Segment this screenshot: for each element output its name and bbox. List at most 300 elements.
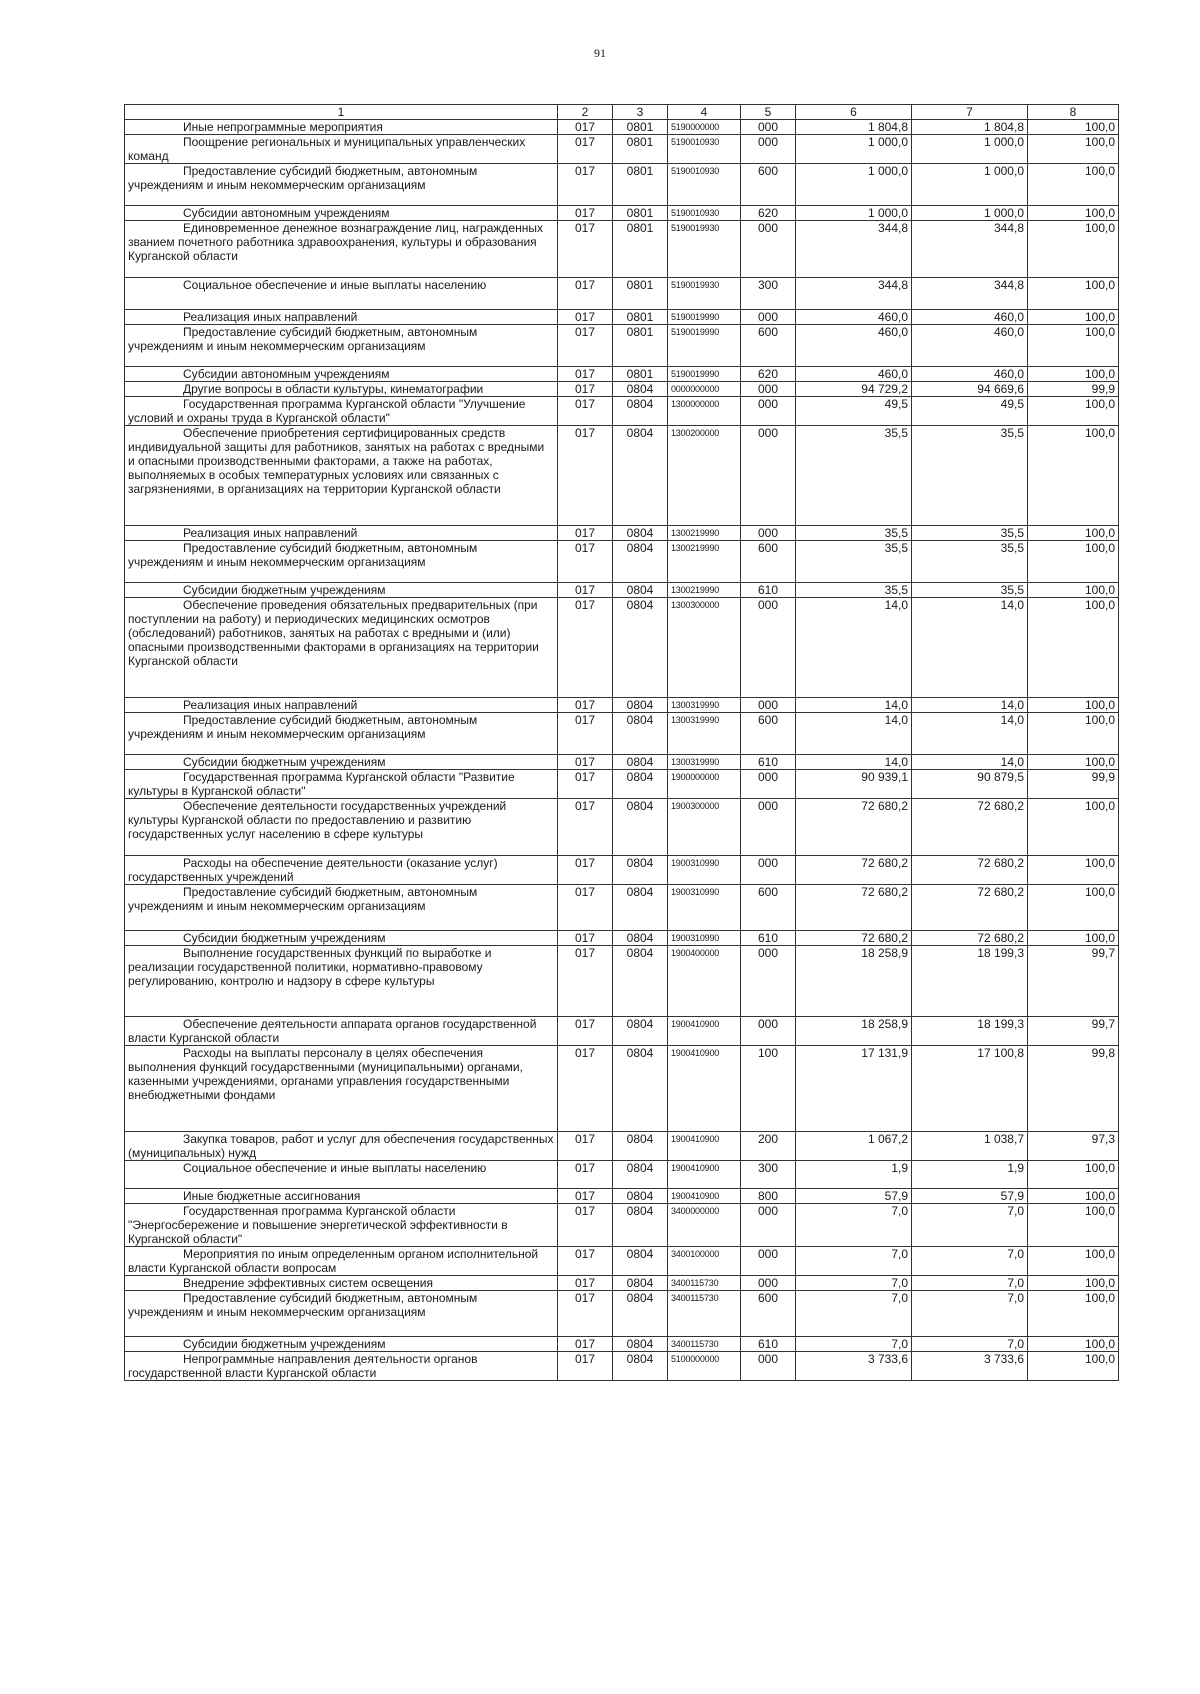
expense-type-code: 000 (741, 856, 796, 885)
section-code: 0804 (613, 946, 668, 1017)
executed-amount: 14,0 (912, 598, 1028, 698)
target-article-code: 1900000000 (668, 770, 741, 799)
expense-type-code: 600 (741, 164, 796, 206)
planned-amount: 344,8 (796, 278, 912, 310)
row-name: Предоставление субсидий бюджетным, автономным учреждениям и иным некоммерческим организациям (125, 164, 558, 206)
executed-amount: 35,5 (912, 526, 1028, 541)
planned-amount: 7,0 (796, 1337, 912, 1352)
execution-percent: 99,9 (1028, 770, 1119, 799)
target-article-code: 0000000000 (668, 382, 741, 397)
executed-amount: 35,5 (912, 426, 1028, 526)
header-cell: 4 (668, 105, 741, 120)
section-code: 0804 (613, 770, 668, 799)
row-name: Расходы на обеспечение деятельности (оказание услуг) государственных учреждений (125, 856, 558, 885)
executed-amount: 72 680,2 (912, 931, 1028, 946)
table-row (125, 1337, 1119, 1352)
planned-amount: 1 000,0 (796, 135, 912, 164)
execution-percent: 100,0 (1028, 1161, 1119, 1189)
execution-percent: 100,0 (1028, 1352, 1119, 1381)
target-article-code: 1900310990 (668, 856, 741, 885)
row-name: Субсидии бюджетным учреждениям (125, 1337, 558, 1352)
execution-percent: 100,0 (1028, 713, 1119, 755)
planned-amount: 7,0 (796, 1204, 912, 1247)
table-row (125, 221, 1119, 278)
admin-code: 017 (558, 799, 613, 856)
target-article-code: 1900410900 (668, 1189, 741, 1204)
admin-code: 017 (558, 541, 613, 583)
planned-amount: 460,0 (796, 325, 912, 367)
section-code: 0804 (613, 799, 668, 856)
execution-percent: 100,0 (1028, 426, 1119, 526)
planned-amount: 35,5 (796, 526, 912, 541)
expense-type-code: 610 (741, 1337, 796, 1352)
execution-percent: 100,0 (1028, 885, 1119, 931)
table-row (125, 885, 1119, 931)
expense-type-code: 000 (741, 397, 796, 426)
row-name: Непрограммные направления деятельности органов государственной власти Курганской области (125, 1352, 558, 1381)
header-cell: 2 (558, 105, 613, 120)
admin-code: 017 (558, 120, 613, 135)
expense-type-code: 200 (741, 1132, 796, 1161)
admin-code: 017 (558, 367, 613, 382)
executed-amount: 1 038,7 (912, 1132, 1028, 1161)
target-article-code: 1300219990 (668, 526, 741, 541)
row-name: Субсидии автономным учреждениям (125, 367, 558, 382)
section-code: 0804 (613, 598, 668, 698)
executed-amount: 7,0 (912, 1247, 1028, 1276)
target-article-code: 1900310990 (668, 885, 741, 931)
executed-amount: 7,0 (912, 1204, 1028, 1247)
admin-code: 017 (558, 885, 613, 931)
admin-code: 017 (558, 598, 613, 698)
table-row (125, 698, 1119, 713)
expense-type-code: 610 (741, 755, 796, 770)
section-code: 0804 (613, 885, 668, 931)
expense-type-code: 100 (741, 1046, 796, 1132)
table-row (125, 397, 1119, 426)
planned-amount: 35,5 (796, 426, 912, 526)
table-row (125, 367, 1119, 382)
table-row (125, 1161, 1119, 1189)
row-name: Обеспечение деятельности аппарата органов государственной власти Курганской области (125, 1017, 558, 1046)
admin-code: 017 (558, 206, 613, 221)
admin-code: 017 (558, 755, 613, 770)
row-name: Расходы на выплаты персоналу в целях обеспечения выполнения функций государственными (муниципальными) органами, казенными учреждениями, органами управления государственными внебюджетными фондами (125, 1046, 558, 1132)
planned-amount: 57,9 (796, 1189, 912, 1204)
execution-percent: 100,0 (1028, 221, 1119, 278)
row-name: Предоставление субсидий бюджетным, автономным учреждениям и иным некоммерческим организациям (125, 325, 558, 367)
planned-amount: 344,8 (796, 221, 912, 278)
table-row (125, 135, 1119, 164)
row-name: Иные бюджетные ассигнования (125, 1189, 558, 1204)
planned-amount: 17 131,9 (796, 1046, 912, 1132)
planned-amount: 460,0 (796, 310, 912, 325)
section-code: 0804 (613, 755, 668, 770)
executed-amount: 35,5 (912, 583, 1028, 598)
expense-type-code: 000 (741, 598, 796, 698)
table-row (125, 426, 1119, 526)
section-code: 0804 (613, 1276, 668, 1291)
admin-code: 017 (558, 698, 613, 713)
row-name: Иные непрограммные мероприятия (125, 120, 558, 135)
row-name: Внедрение эффективных систем освещения (125, 1276, 558, 1291)
execution-percent: 100,0 (1028, 1204, 1119, 1247)
table-row (125, 583, 1119, 598)
target-article-code: 1900410900 (668, 1046, 741, 1132)
row-name: Другие вопросы в области культуры, кинематографии (125, 382, 558, 397)
execution-percent: 100,0 (1028, 135, 1119, 164)
execution-percent: 100,0 (1028, 120, 1119, 135)
row-name: Выполнение государственных функций по выработке и реализации государственной политики, нормативно-правовому регулированию, контролю и надзору в сфере культуры (125, 946, 558, 1017)
executed-amount: 18 199,3 (912, 946, 1028, 1017)
expense-type-code: 610 (741, 583, 796, 598)
execution-percent: 100,0 (1028, 931, 1119, 946)
row-name: Обеспечение приобретения сертифицированных средств индивидуальной защиты для работников, занятых на работах с вредными и опасными производственными факторами, а также на работах, выполняемых в особых температурных условиях или связанных с загрязнениями, в организациях на территории Курганской области (125, 426, 558, 526)
target-article-code: 1900410900 (668, 1161, 741, 1189)
expense-type-code: 000 (741, 310, 796, 325)
admin-code: 017 (558, 1189, 613, 1204)
executed-amount: 460,0 (912, 367, 1028, 382)
target-article-code: 3400115730 (668, 1291, 741, 1337)
execution-percent: 100,0 (1028, 1189, 1119, 1204)
table-row (125, 120, 1119, 135)
execution-percent: 100,0 (1028, 367, 1119, 382)
admin-code: 017 (558, 1276, 613, 1291)
expense-type-code: 000 (741, 770, 796, 799)
execution-percent: 100,0 (1028, 206, 1119, 221)
target-article-code: 5190019990 (668, 367, 741, 382)
admin-code: 017 (558, 164, 613, 206)
expense-type-code: 600 (741, 325, 796, 367)
executed-amount: 57,9 (912, 1189, 1028, 1204)
target-article-code: 1300319990 (668, 698, 741, 713)
admin-code: 017 (558, 135, 613, 164)
execution-percent: 100,0 (1028, 541, 1119, 583)
section-code: 0804 (613, 1046, 668, 1132)
target-article-code: 1300319990 (668, 755, 741, 770)
section-code: 0804 (613, 1161, 668, 1189)
planned-amount: 49,5 (796, 397, 912, 426)
row-name: Государственная программа Курганской области "Развитие культуры в Курганской области" (125, 770, 558, 799)
execution-percent: 100,0 (1028, 598, 1119, 698)
section-code: 0804 (613, 1132, 668, 1161)
admin-code: 017 (558, 583, 613, 598)
expense-type-code: 600 (741, 885, 796, 931)
table-body (125, 120, 1119, 1381)
expense-type-code: 000 (741, 1204, 796, 1247)
execution-percent: 99,8 (1028, 1046, 1119, 1132)
execution-percent: 100,0 (1028, 1247, 1119, 1276)
section-code: 0804 (613, 1352, 668, 1381)
planned-amount: 35,5 (796, 541, 912, 583)
header-cell: 8 (1028, 105, 1119, 120)
section-code: 0804 (613, 1291, 668, 1337)
row-name: Обеспечение проведения обязательных предварительных (при поступлении на работу) и периодических медицинских осмотров (обследований) работников, занятых на работах с вредными и (или) опасными производственными факторами в организациях на территории Курганской области (125, 598, 558, 698)
executed-amount: 17 100,8 (912, 1046, 1028, 1132)
admin-code: 017 (558, 1132, 613, 1161)
execution-percent: 100,0 (1028, 526, 1119, 541)
row-name: Поощрение региональных и муниципальных управленческих команд (125, 135, 558, 164)
target-article-code: 1900400000 (668, 946, 741, 1017)
executed-amount: 344,8 (912, 221, 1028, 278)
executed-amount: 72 680,2 (912, 799, 1028, 856)
table-row (125, 931, 1119, 946)
planned-amount: 14,0 (796, 698, 912, 713)
table-row (125, 946, 1119, 1017)
admin-code: 017 (558, 526, 613, 541)
executed-amount: 14,0 (912, 755, 1028, 770)
row-name: Субсидии бюджетным учреждениям (125, 931, 558, 946)
expense-type-code: 300 (741, 278, 796, 310)
target-article-code: 1900410900 (668, 1017, 741, 1046)
expense-type-code: 000 (741, 946, 796, 1017)
planned-amount: 460,0 (796, 367, 912, 382)
executed-amount: 3 733,6 (912, 1352, 1028, 1381)
header-cell: 7 (912, 105, 1028, 120)
target-article-code: 5100000000 (668, 1352, 741, 1381)
section-code: 0801 (613, 278, 668, 310)
executed-amount: 49,5 (912, 397, 1028, 426)
expense-type-code: 000 (741, 1247, 796, 1276)
expense-type-code: 000 (741, 426, 796, 526)
section-code: 0801 (613, 310, 668, 325)
section-code: 0801 (613, 325, 668, 367)
admin-code: 017 (558, 1204, 613, 1247)
expense-type-code: 600 (741, 713, 796, 755)
row-name: Предоставление субсидий бюджетным, автономным учреждениям и иным некоммерческим организациям (125, 1291, 558, 1337)
planned-amount: 18 258,9 (796, 1017, 912, 1046)
target-article-code: 1300200000 (668, 426, 741, 526)
table-row (125, 856, 1119, 885)
admin-code: 017 (558, 856, 613, 885)
section-code: 0801 (613, 221, 668, 278)
header-cell: 3 (613, 105, 668, 120)
executed-amount: 344,8 (912, 278, 1028, 310)
executed-amount: 35,5 (912, 541, 1028, 583)
executed-amount: 72 680,2 (912, 856, 1028, 885)
expense-type-code: 610 (741, 931, 796, 946)
header-row (125, 105, 1119, 120)
executed-amount: 14,0 (912, 713, 1028, 755)
execution-percent: 100,0 (1028, 1291, 1119, 1337)
executed-amount: 94 669,6 (912, 382, 1028, 397)
section-code: 0804 (613, 382, 668, 397)
table-row (125, 755, 1119, 770)
target-article-code: 5190010930 (668, 164, 741, 206)
planned-amount: 1,9 (796, 1161, 912, 1189)
row-name: Реализация иных направлений (125, 526, 558, 541)
row-name: Государственная программа Курганской области "Энергосбережение и повышение энергетической эффективности в Курганской области" (125, 1204, 558, 1247)
target-article-code: 3400115730 (668, 1337, 741, 1352)
section-code: 0804 (613, 1247, 668, 1276)
execution-percent: 100,0 (1028, 755, 1119, 770)
admin-code: 017 (558, 397, 613, 426)
section-code: 0804 (613, 526, 668, 541)
page-number: 91 (594, 46, 606, 60)
target-article-code: 1900300000 (668, 799, 741, 856)
table-row (125, 310, 1119, 325)
table-row (125, 1132, 1119, 1161)
admin-code: 017 (558, 1247, 613, 1276)
target-article-code: 1300000000 (668, 397, 741, 426)
expense-type-code: 620 (741, 367, 796, 382)
expense-type-code: 300 (741, 1161, 796, 1189)
row-name: Единовременное денежное вознаграждение лиц, награжденных званием почетного работника здравоохранения, культуры и образования Курганской области (125, 221, 558, 278)
row-name: Предоставление субсидий бюджетным, автономным учреждениям и иным некоммерческим организациям (125, 713, 558, 755)
executed-amount: 460,0 (912, 325, 1028, 367)
table-row (125, 1189, 1119, 1204)
table-row (125, 526, 1119, 541)
admin-code: 017 (558, 1046, 613, 1132)
table-row (125, 1204, 1119, 1247)
row-name: Государственная программа Курганской области "Улучшение условий и охраны труда в Курганской области" (125, 397, 558, 426)
expense-type-code: 800 (741, 1189, 796, 1204)
section-code: 0804 (613, 1337, 668, 1352)
planned-amount: 90 939,1 (796, 770, 912, 799)
execution-percent: 100,0 (1028, 799, 1119, 856)
expense-type-code: 000 (741, 382, 796, 397)
section-code: 0804 (613, 931, 668, 946)
execution-percent: 100,0 (1028, 856, 1119, 885)
expense-type-code: 000 (741, 120, 796, 135)
target-article-code: 1900310990 (668, 931, 741, 946)
executed-amount: 18 199,3 (912, 1017, 1028, 1046)
admin-code: 017 (558, 931, 613, 946)
table-row (125, 1291, 1119, 1337)
admin-code: 017 (558, 1161, 613, 1189)
execution-percent: 100,0 (1028, 1276, 1119, 1291)
section-code: 0801 (613, 120, 668, 135)
admin-code: 017 (558, 770, 613, 799)
expense-type-code: 000 (741, 221, 796, 278)
planned-amount: 14,0 (796, 755, 912, 770)
target-article-code: 5190019930 (668, 221, 741, 278)
execution-percent: 100,0 (1028, 310, 1119, 325)
expense-type-code: 000 (741, 1017, 796, 1046)
row-name: Социальное обеспечение и иные выплаты населению (125, 1161, 558, 1189)
row-name: Субсидии бюджетным учреждениям (125, 755, 558, 770)
row-name: Закупка товаров, работ и услуг для обеспечения государственных (муниципальных) нужд (125, 1132, 558, 1161)
admin-code: 017 (558, 325, 613, 367)
executed-amount: 7,0 (912, 1291, 1028, 1337)
admin-code: 017 (558, 382, 613, 397)
executed-amount: 1 000,0 (912, 206, 1028, 221)
planned-amount: 94 729,2 (796, 382, 912, 397)
execution-percent: 99,7 (1028, 1017, 1119, 1046)
admin-code: 017 (558, 426, 613, 526)
target-article-code: 3400100000 (668, 1247, 741, 1276)
planned-amount: 7,0 (796, 1247, 912, 1276)
section-code: 0804 (613, 856, 668, 885)
admin-code: 017 (558, 946, 613, 1017)
table-row (125, 799, 1119, 856)
section-code: 0804 (613, 1189, 668, 1204)
execution-percent: 100,0 (1028, 325, 1119, 367)
executed-amount: 7,0 (912, 1337, 1028, 1352)
target-article-code: 1300219990 (668, 583, 741, 598)
admin-code: 017 (558, 713, 613, 755)
table-row (125, 206, 1119, 221)
expense-type-code: 000 (741, 1352, 796, 1381)
planned-amount: 72 680,2 (796, 799, 912, 856)
expense-type-code: 000 (741, 698, 796, 713)
row-name: Предоставление субсидий бюджетным, автономным учреждениям и иным некоммерческим организациям (125, 885, 558, 931)
header-cell: 6 (796, 105, 912, 120)
target-article-code: 5190010930 (668, 135, 741, 164)
execution-percent: 100,0 (1028, 278, 1119, 310)
executed-amount: 90 879,5 (912, 770, 1028, 799)
row-name: Реализация иных направлений (125, 310, 558, 325)
table-row (125, 1352, 1119, 1381)
row-name: Субсидии автономным учреждениям (125, 206, 558, 221)
target-article-code: 5190000000 (668, 120, 741, 135)
planned-amount: 72 680,2 (796, 856, 912, 885)
executed-amount: 1 000,0 (912, 164, 1028, 206)
planned-amount: 1 804,8 (796, 120, 912, 135)
planned-amount: 72 680,2 (796, 931, 912, 946)
planned-amount: 7,0 (796, 1291, 912, 1337)
table-row (125, 325, 1119, 367)
row-name: Мероприятия по иным определенным органом исполнительной власти Курганской области вопросам (125, 1247, 558, 1276)
target-article-code: 1300300000 (668, 598, 741, 698)
table-row (125, 770, 1119, 799)
execution-percent: 100,0 (1028, 164, 1119, 206)
header-cell: 1 (125, 105, 558, 120)
row-name: Субсидии бюджетным учреждениям (125, 583, 558, 598)
expense-type-code: 000 (741, 135, 796, 164)
admin-code: 017 (558, 1017, 613, 1046)
planned-amount: 35,5 (796, 583, 912, 598)
planned-amount: 7,0 (796, 1276, 912, 1291)
executed-amount: 7,0 (912, 1276, 1028, 1291)
row-name: Обеспечение деятельности государственных учреждений культуры Курганской области по предоставлению и развитию государственных услуг населению в сфере культуры (125, 799, 558, 856)
table-row (125, 1046, 1119, 1132)
table-row (125, 1276, 1119, 1291)
expense-type-code: 600 (741, 1291, 796, 1337)
execution-percent: 100,0 (1028, 397, 1119, 426)
execution-percent: 100,0 (1028, 1337, 1119, 1352)
admin-code: 017 (558, 1337, 613, 1352)
executed-amount: 72 680,2 (912, 885, 1028, 931)
target-article-code: 3400000000 (668, 1204, 741, 1247)
planned-amount: 1 067,2 (796, 1132, 912, 1161)
table-row (125, 382, 1119, 397)
admin-code: 017 (558, 278, 613, 310)
table-row (125, 1247, 1119, 1276)
admin-code: 017 (558, 1291, 613, 1337)
table-row (125, 713, 1119, 755)
table-row (125, 278, 1119, 310)
target-article-code: 3400115730 (668, 1276, 741, 1291)
expense-type-code: 000 (741, 1276, 796, 1291)
section-code: 0804 (613, 426, 668, 526)
section-code: 0801 (613, 206, 668, 221)
admin-code: 017 (558, 1352, 613, 1381)
target-article-code: 1300219990 (668, 541, 741, 583)
table-row (125, 1017, 1119, 1046)
target-article-code: 5190019990 (668, 310, 741, 325)
row-name: Реализация иных направлений (125, 698, 558, 713)
expense-type-code: 000 (741, 526, 796, 541)
target-article-code: 5190019990 (668, 325, 741, 367)
expense-type-code: 600 (741, 541, 796, 583)
table-row (125, 541, 1119, 583)
row-name: Предоставление субсидий бюджетным, автономным учреждениям и иным некоммерческим организациям (125, 541, 558, 583)
target-article-code: 5190010930 (668, 206, 741, 221)
section-code: 0804 (613, 698, 668, 713)
planned-amount: 1 000,0 (796, 206, 912, 221)
executed-amount: 1 804,8 (912, 120, 1028, 135)
